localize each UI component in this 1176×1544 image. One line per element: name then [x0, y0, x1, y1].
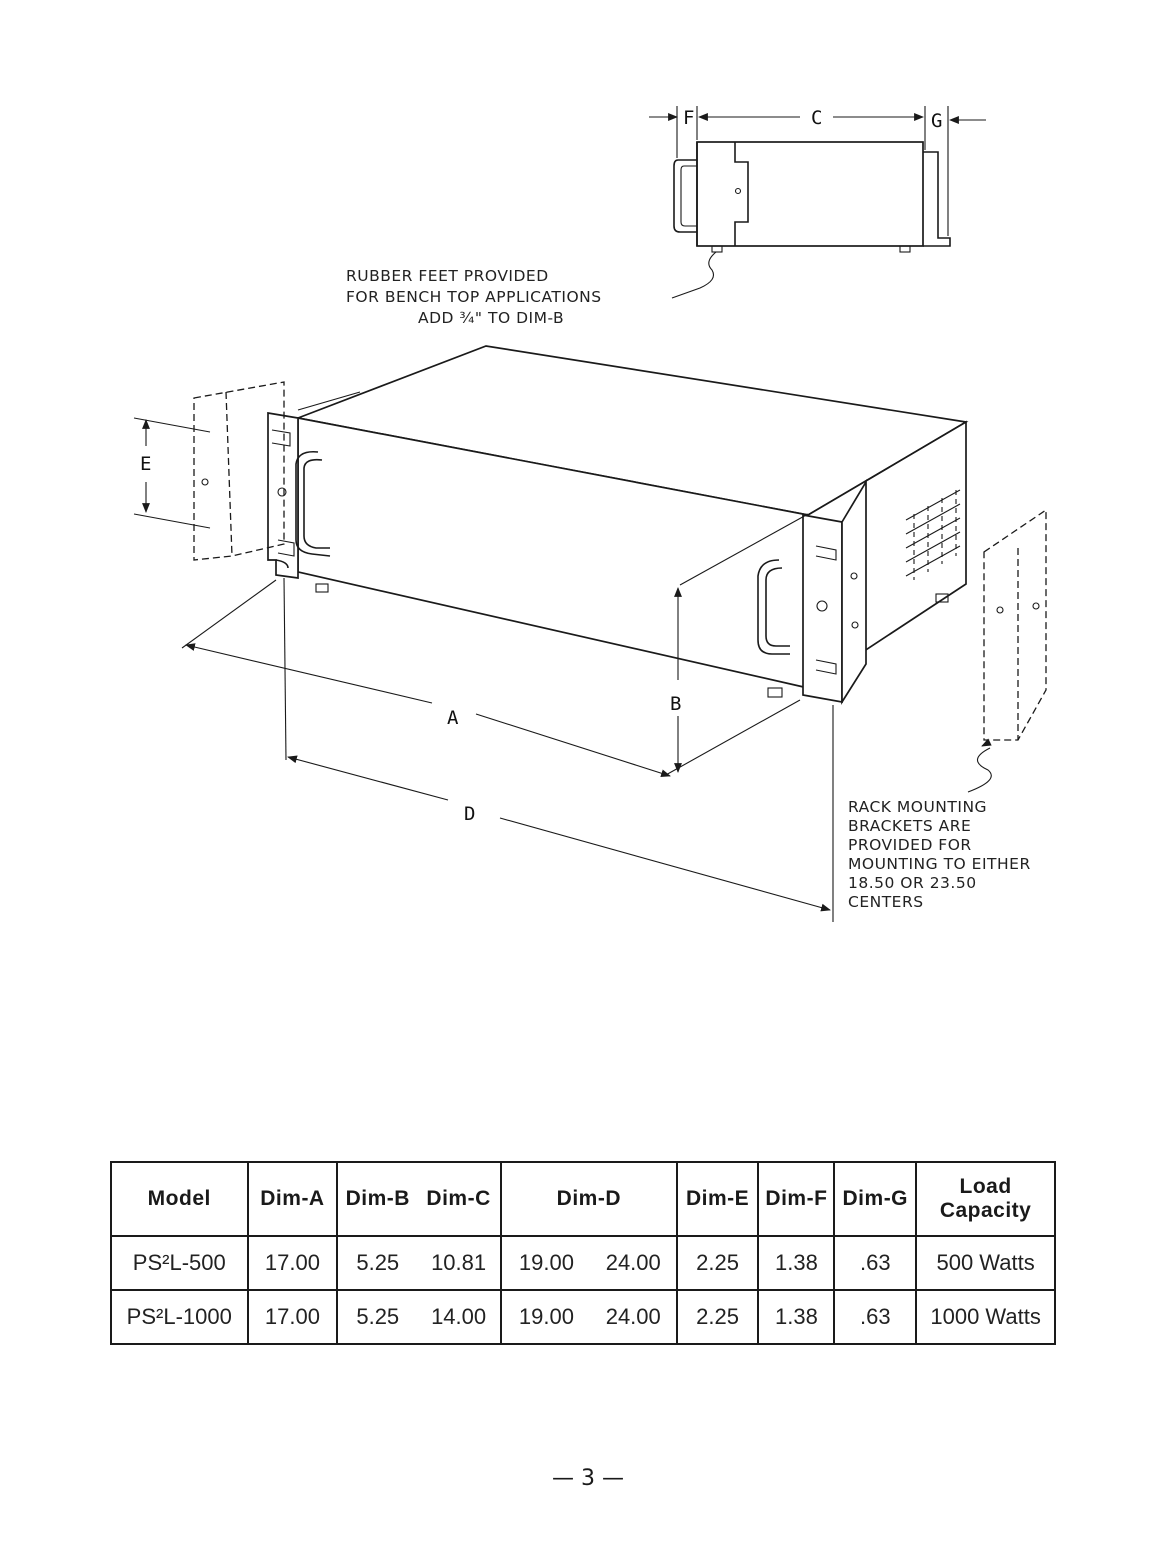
cell-load: 1000 Watts [916, 1290, 1055, 1344]
cell-dim-f: 1.38 [758, 1290, 834, 1344]
svg-text:RUBBER FEET PROVIDED: RUBBER FEET PROVIDED [346, 267, 549, 285]
cell-load: 500 Watts [916, 1236, 1055, 1290]
header-dim-a: Dim-A [248, 1162, 338, 1236]
svg-text:RACK MOUNTING: RACK MOUNTING [848, 798, 988, 816]
header-dim-d: Dim-D [501, 1162, 677, 1236]
cell-dim-c: 10.81 [417, 1236, 501, 1290]
table-row [111, 1290, 1055, 1344]
cell-dim-d-1: 19.00 [501, 1290, 591, 1344]
header-dim-g: Dim-G [834, 1162, 916, 1236]
table-header-row [111, 1162, 1055, 1236]
cell-dim-a: 17.00 [248, 1236, 338, 1290]
dim-d-label: D [464, 803, 476, 825]
page-number: — 3 — [552, 1466, 624, 1491]
svg-text:MOUNTING TO EITHER: MOUNTING TO EITHER [848, 855, 1031, 873]
header-dim-c: Dim-C [417, 1162, 501, 1236]
cell-dim-d-2: 24.00 [591, 1236, 677, 1290]
svg-text:BRACKETS ARE: BRACKETS ARE [848, 817, 972, 835]
header-capacity: Capacity [939, 1199, 1032, 1222]
cell-dim-d-2: 24.00 [591, 1290, 677, 1344]
dim-g-label: G [931, 110, 943, 132]
cell-dim-g: .63 [834, 1290, 916, 1344]
svg-text:FOR BENCH TOP APPLICATIONS: FOR BENCH TOP APPLICATIONS [346, 288, 602, 306]
rack-brackets-note [848, 798, 1031, 911]
cell-dim-b: 5.25 [337, 1290, 417, 1344]
dim-f-label: F [683, 107, 695, 129]
dim-c-label: C [811, 107, 823, 129]
header-load-capacity [916, 1162, 1055, 1236]
cell-model: PS²L-1000 [111, 1290, 248, 1344]
cell-model: PS²L-500 [111, 1236, 248, 1290]
specifications-table [110, 1161, 1056, 1345]
cell-dim-a: 17.00 [248, 1290, 338, 1344]
main-unit-drawing [194, 346, 1046, 740]
rubber-feet-note [346, 267, 602, 327]
svg-text:CENTERS: CENTERS [848, 893, 924, 911]
side-view [649, 106, 986, 298]
cell-dim-e: 2.25 [677, 1236, 759, 1290]
header-model: Model [111, 1162, 248, 1236]
table-row [111, 1236, 1055, 1290]
cell-dim-c: 14.00 [417, 1290, 501, 1344]
dim-e-label: E [140, 453, 152, 475]
cell-dim-e: 2.25 [677, 1290, 759, 1344]
header-load: Load [959, 1175, 1012, 1198]
header-dim-e: Dim-E [677, 1162, 759, 1236]
cell-dim-b: 5.25 [337, 1236, 417, 1290]
cell-dim-g: .63 [834, 1236, 916, 1290]
svg-text:ADD ¾" TO DIM-B: ADD ¾" TO DIM-B [418, 309, 565, 327]
header-dim-b: Dim-B [337, 1162, 417, 1236]
cell-dim-d-1: 19.00 [501, 1236, 591, 1290]
dim-a-label: A [447, 707, 459, 729]
dim-b-label: B [670, 693, 682, 715]
cell-dim-f: 1.38 [758, 1236, 834, 1290]
header-dim-f: Dim-F [758, 1162, 834, 1236]
svg-text:18.50 OR 23.50: 18.50 OR 23.50 [848, 874, 977, 892]
svg-text:PROVIDED FOR: PROVIDED FOR [848, 836, 972, 854]
